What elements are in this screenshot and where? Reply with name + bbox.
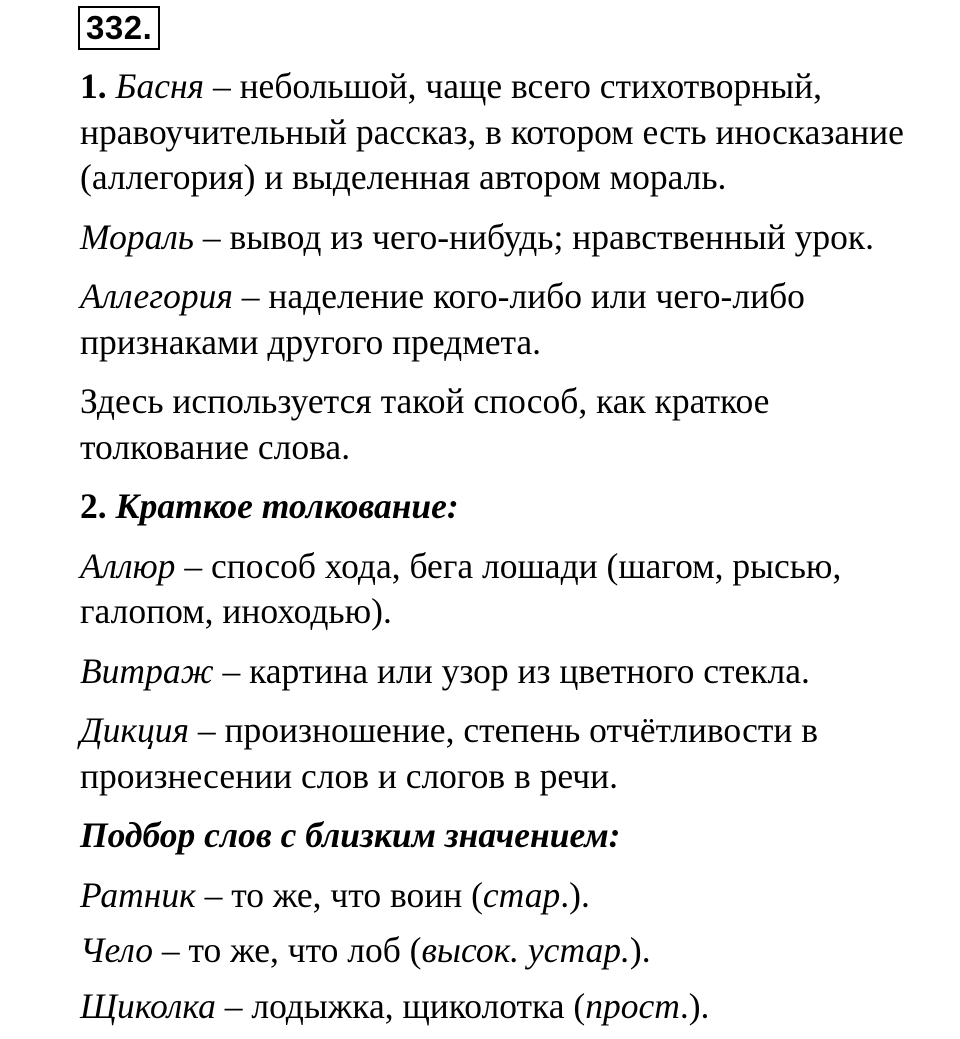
moral-line-1 xyxy=(0,215,960,261)
chelo-def-post: ). xyxy=(629,930,651,970)
paragraph-ratnik xyxy=(0,873,960,919)
paragraph-allyur xyxy=(0,544,960,635)
basnya-line-1 xyxy=(0,64,960,110)
shchikolka-def-pre: – лодыжка, щиколотка ( xyxy=(215,985,586,1026)
section-2-marker: 2. xyxy=(80,486,107,526)
term-vitrazh: Витраж xyxy=(80,650,214,691)
exercise-number-box xyxy=(78,6,160,50)
allegory-def-1: – наделение кого-либо или чего-либо xyxy=(232,276,805,316)
shchikolka-line xyxy=(0,984,960,1030)
basnya-def-1: – небольшой, чаще всего стихотворный, xyxy=(204,66,822,106)
method-text-1: Здесь используется такой способ, как краткое xyxy=(80,381,770,421)
basnya-line-2: нравоучительный рассказ, в котором есть иносказание xyxy=(80,111,904,152)
section-1-marker: 1. xyxy=(80,66,107,106)
chelo-note: высок. устар. xyxy=(421,930,630,970)
ratnik-line xyxy=(0,873,960,919)
term-basnya: Басня xyxy=(115,66,205,106)
term-allyur: Аллюр xyxy=(80,545,176,586)
term-shchikolka: Щиколка xyxy=(80,985,216,1026)
section-2-heading-line xyxy=(0,484,960,530)
term-allegory: Аллегория xyxy=(80,276,233,316)
paragraph-shchikolka xyxy=(0,984,960,1030)
synonyms-heading-line xyxy=(0,813,960,859)
paragraph-basnya xyxy=(0,64,960,201)
paragraph-section-2-heading xyxy=(0,484,960,530)
paragraph-vitrazh xyxy=(0,649,960,695)
chelo-def-pre: – то же, что лоб ( xyxy=(153,930,422,970)
exercise-body xyxy=(0,64,960,1039)
shchikolka-note: прост xyxy=(585,985,680,1026)
shchikolka-def-post: .). xyxy=(679,985,710,1026)
allegory-line-1 xyxy=(0,274,960,320)
chelo-line xyxy=(0,928,960,974)
diktsiya-line-1 xyxy=(0,708,960,754)
exercise-number: 332 xyxy=(86,9,143,46)
allegory-line-2: признаками другого предмета. xyxy=(80,321,542,362)
term-ratnik: Ратник xyxy=(80,874,196,915)
diktsiya-def-1: – произношение, степень отчётливости в xyxy=(188,710,818,750)
paragraph-chelo xyxy=(0,928,960,974)
vitrazh-line-1 xyxy=(0,649,960,695)
method-line-2: толкование слова. xyxy=(80,426,351,467)
paragraph-diktsiya xyxy=(0,708,960,799)
ratnik-note: стар xyxy=(482,874,561,915)
basnya-line-3: (аллегория) и выделенная автором мораль. xyxy=(80,157,727,197)
term-diktsiya: Дикция xyxy=(80,710,189,750)
term-moral: Мораль xyxy=(80,216,194,257)
allyur-def-1: – способ хода, бега лошади (шагом, рысью, xyxy=(175,545,842,586)
paragraph-synonyms-heading xyxy=(0,813,960,859)
paragraph-moral xyxy=(0,215,960,261)
allyur-line-1 xyxy=(0,544,960,590)
exercise-number-dot: . xyxy=(142,9,153,46)
moral-def: – вывод из чего-нибудь; нравственный урок. xyxy=(193,216,874,257)
paragraph-allegory xyxy=(0,274,960,365)
allyur-line-2: галопом, иноходью). xyxy=(80,591,392,631)
vitrazh-def: – картина или узор из цветного стекла. xyxy=(213,650,810,691)
ratnik-def-pre: – то же, что воин ( xyxy=(195,874,483,915)
paragraph-method xyxy=(0,379,960,470)
section-2-heading: Краткое толкование: xyxy=(106,486,459,526)
term-chelo: Чело xyxy=(80,930,153,970)
diktsiya-line-2: произнесении слов и слогов в речи. xyxy=(80,755,618,796)
method-line-1 xyxy=(0,379,960,425)
ratnik-def-post: .). xyxy=(560,874,590,915)
synonyms-heading: Подбор слов с близким значением: xyxy=(80,815,621,855)
